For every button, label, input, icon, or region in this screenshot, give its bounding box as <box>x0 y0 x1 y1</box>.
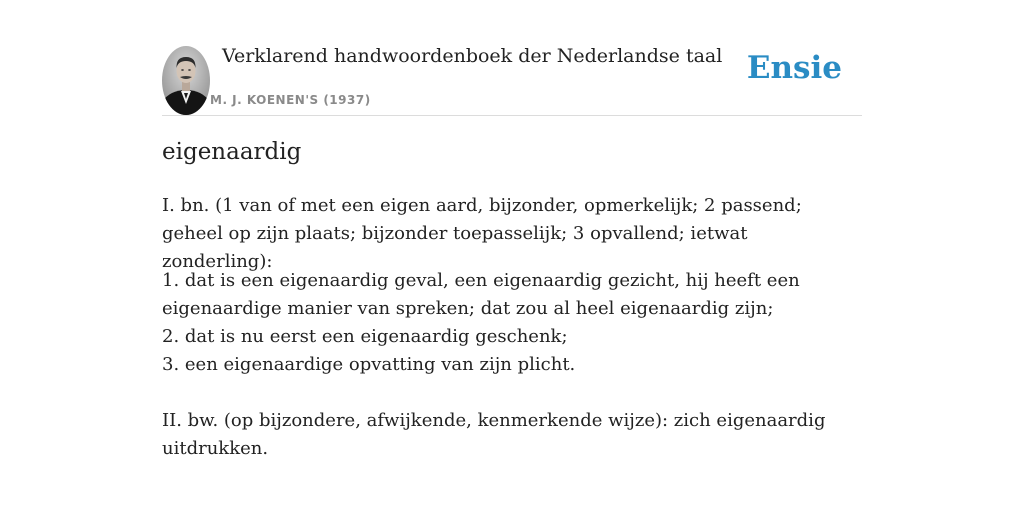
dictionary-title: Verklarend handwoordenboek der Nederlandse taal <box>222 45 723 67</box>
entry-headword: eigenaardig <box>162 139 302 165</box>
page-header <box>162 0 862 116</box>
example-item: 3. een eigenaardige opvatting van zijn plicht. <box>162 354 576 375</box>
entry-sense-1: I. bn. (1 van of met een eigen aard, bijzonder, opmerkelijk; 2 passend; geheel op zijn plaats; bijzonder toepasselijk; 3 opvallend; ietwat zonderling): <box>162 195 802 272</box>
dictionary-author: M. J. KOENEN'S (1937) <box>210 93 371 107</box>
author-portrait-icon <box>162 46 210 115</box>
entry-sense-2: II. bw. (op bijzondere, afwijkende, kenmerkende wijze): zich eigenaardig uitdrukken. <box>162 410 826 459</box>
ensie-logo-link[interactable]: Ensie <box>746 50 842 86</box>
example-item: 2. dat is nu eerst een eigenaardig geschenk; <box>162 326 568 347</box>
example-item: 1. dat is een eigenaardig geval, een eigenaardig gezicht, hij heeft een eigenaardige manier van spreken; dat zou al heel eigenaardig zijn; <box>162 270 800 319</box>
entry-examples <box>162 267 862 379</box>
